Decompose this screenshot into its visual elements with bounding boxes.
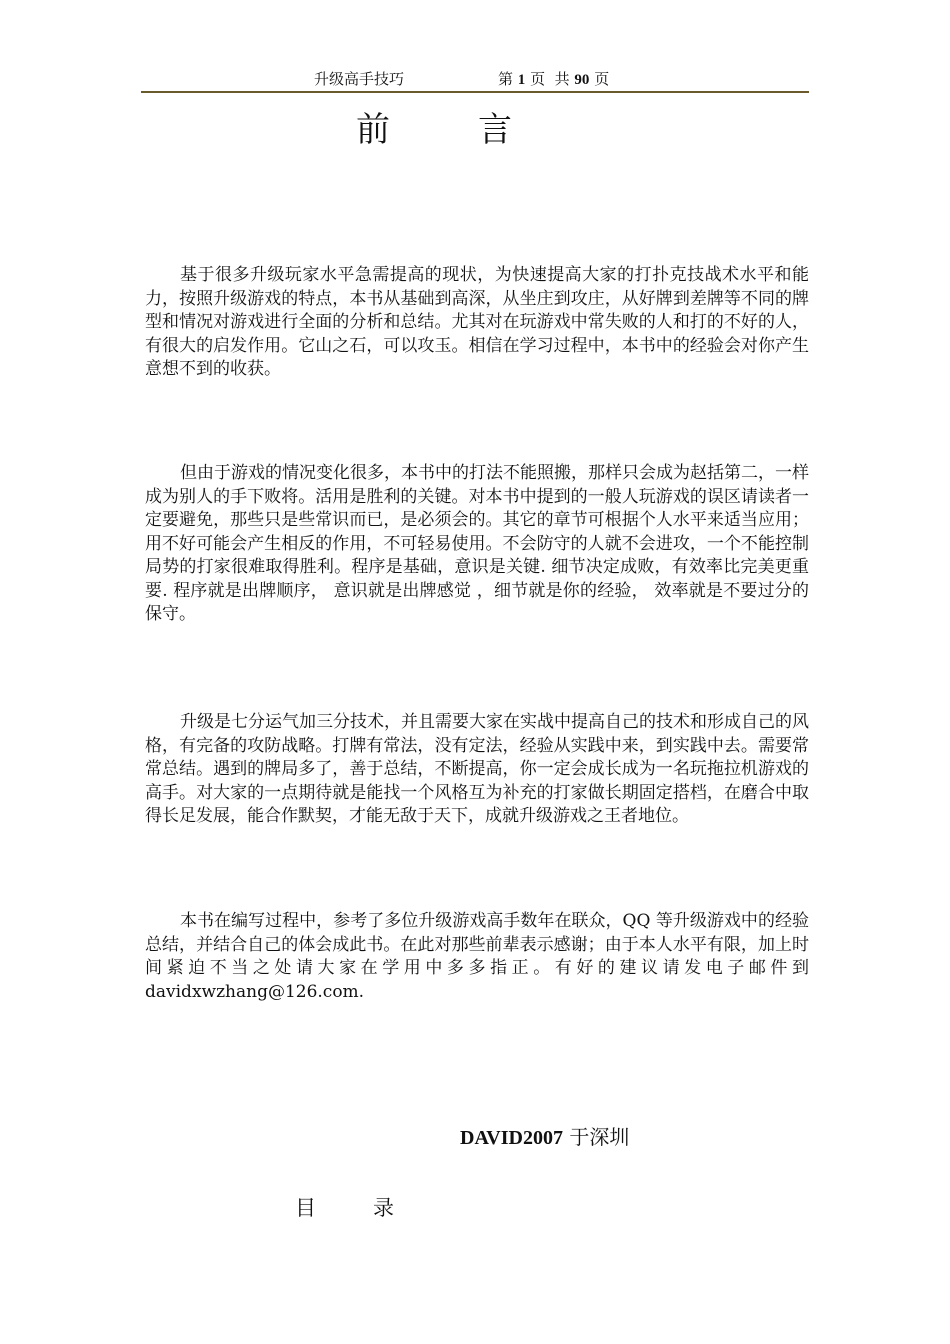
page-header: [141, 68, 809, 90]
page-prefix: 第: [498, 70, 514, 88]
header-book-title: 升级高手技巧: [314, 70, 405, 88]
signature-place: 于深圳: [562, 1125, 630, 1149]
preface-paragraph-2: 但由于游戏的情况变化很多，本书中的打法不能照搬，那样只会成为赵括第二，一样成为别人的手下败将。活用是胜利的关键。对本书中提到的一般人玩游戏的误区请读者一定要避免，那些只是些常识而已，是必须会的。其它的章节可根据个人水平来适当应用；用不好可能会产生相反的作用，不可轻易使用。不会防守的人就不会进攻，一个不能控制局势的打家很难取得胜利。程序是基础，意识是关键. 细节决定成败，有效率比完美更重要. 程序就是出牌顺序， 意识就是出牌感觉 ，细节就是你的经验， 效率就是不要过分的保守。: [145, 463, 809, 624]
preface-paragraph-3: 升级是七分运气加三分技术，并且需要大家在实战中提高自己的技术和形成自己的风格，有完备的攻防战略。打牌有常法，没有定法，经验从实践中来，到实践中去。需要常常总结。遇到的牌局多了，善于总结，不断提高，你一定会成长成为一名玩拖拉机游戏的高手。对大家的一点期待就是能找一个风格互为补充的打家做长期固定搭档，在磨合中取得长足发展，能合作默契，才能无敌于天下，成就升级游戏之王者地位。: [145, 712, 809, 826]
preface-title-char-1: 前: [356, 110, 390, 150]
preface-title-char-2: 言: [478, 110, 512, 150]
page-middle: 页 共: [530, 70, 570, 88]
signature: [460, 1121, 629, 1150]
toc-title-char-2: 录: [373, 1196, 394, 1220]
page-suffix: 页: [594, 70, 610, 88]
signature-name: DAVID2007: [460, 1127, 563, 1149]
header-page-info: [498, 68, 609, 89]
header-divider: [141, 91, 809, 93]
preface-paragraph-1: 基于很多升级玩家水平急需提高的现状，为快速提高大家的打扑克技战术水平和能力，按照升级游戏的特点，本书从基础到高深，从坐庄到攻庄，从好牌到差牌等不同的牌型和情况对游戏进行全面的分析和总结。尤其对在玩游戏中常失败的人和打的不好的人，有很大的启发作用。它山之石，可以攻玉。相信在学习过程中，本书中的经验会对你产生意想不到的收获。: [145, 265, 809, 379]
toc-title-char-1: 目: [295, 1196, 316, 1220]
total-pages: 90: [574, 72, 590, 88]
current-page-number: 1: [517, 72, 526, 88]
preface-paragraph-4: 本书在编写过程中，参考了多位升级游戏高手数年在联众，QQ 等升级游戏中的经验总结，并结合自己的体会成此书。在此对那些前辈表示感谢；由于本人水平有限，加上时间紧迫不当之处请大家在学用中多多指正。有好的建议请发电子邮件到 davidxwzhang@126.com.: [145, 911, 809, 1002]
